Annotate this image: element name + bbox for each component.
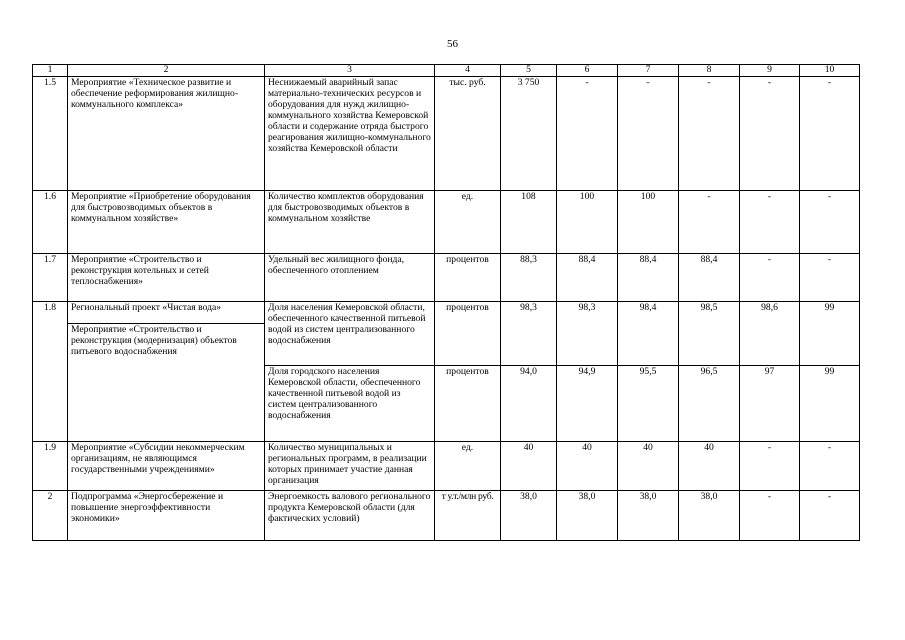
value-cell: 40 bbox=[679, 442, 740, 491]
header-row bbox=[33, 65, 860, 77]
row-number: 1.8 bbox=[33, 302, 68, 442]
header-cell: 9 bbox=[740, 65, 800, 77]
event-cell: Мероприятие «Строительство и реконструкция (модернизация) объектов питьевого водоснабжения bbox=[68, 324, 265, 442]
indicator-cell: Удельный вес жилищного фонда, обеспеченного отоплением bbox=[265, 254, 435, 302]
table-row bbox=[33, 442, 860, 491]
value-cell: - bbox=[800, 491, 860, 541]
row-number: 2 bbox=[33, 491, 68, 541]
value-cell: - bbox=[740, 191, 800, 254]
table-row bbox=[33, 491, 860, 541]
event-cell: Региональный проект «Чистая вода» bbox=[68, 302, 265, 324]
header-cell: 5 bbox=[501, 65, 557, 77]
event-cell: Мероприятие «Субсидии некоммерческим организациям, не являющимся государственными учреждениями» bbox=[68, 442, 265, 491]
value-cell: 40 bbox=[618, 442, 679, 491]
row-number: 1.9 bbox=[33, 442, 68, 491]
value-cell: 100 bbox=[557, 191, 618, 254]
event-cell: Мероприятие «Приобретение оборудования для быстровозводимых объектов в коммунальном хозяйстве» bbox=[68, 191, 265, 254]
page-number: 56 bbox=[447, 38, 458, 50]
value-cell: 40 bbox=[501, 442, 557, 491]
header-cell: 1 bbox=[33, 65, 68, 77]
table-row bbox=[33, 302, 860, 324]
value-cell: - bbox=[679, 191, 740, 254]
unit-cell: процентов bbox=[435, 302, 501, 366]
value-cell: - bbox=[740, 77, 800, 191]
value-cell: - bbox=[800, 442, 860, 491]
value-cell: 94,0 bbox=[501, 366, 557, 442]
unit-cell: ед. bbox=[435, 191, 501, 254]
indicator-cell: Доля населения Кемеровской области, обеспеченного качественной питьевой водой из систем централизованного водоснабжения bbox=[265, 302, 435, 366]
value-cell: 98,4 bbox=[618, 302, 679, 366]
table-row bbox=[33, 254, 860, 302]
value-cell: 95,5 bbox=[618, 366, 679, 442]
value-cell: 98,3 bbox=[501, 302, 557, 366]
value-cell: 40 bbox=[557, 442, 618, 491]
header-cell: 8 bbox=[679, 65, 740, 77]
indicator-cell: Количество комплектов оборудования для быстровозводимых объектов в коммунальном хозяйстве bbox=[265, 191, 435, 254]
event-cell: Подпрограмма «Энергосбережение и повышение энергоэффективности экономики» bbox=[68, 491, 265, 541]
value-cell: - bbox=[740, 442, 800, 491]
value-cell: 98,6 bbox=[740, 302, 800, 366]
value-cell: - bbox=[679, 77, 740, 191]
header-cell: 7 bbox=[618, 65, 679, 77]
value-cell: - bbox=[557, 77, 618, 191]
value-cell: 100 bbox=[618, 191, 679, 254]
unit-cell: процентов bbox=[435, 366, 501, 442]
value-cell: - bbox=[740, 491, 800, 541]
value-cell: - bbox=[740, 254, 800, 302]
header-cell: 3 bbox=[265, 65, 435, 77]
value-cell: 97 bbox=[740, 366, 800, 442]
indicator-cell: Доля городского населения Кемеровской области, обеспеченного качественной питьевой водой из систем централизованного водоснабжения bbox=[265, 366, 435, 442]
unit-cell: т у.т./млн руб. bbox=[435, 491, 501, 541]
indicator-cell: Энергоемкость валового регионального продукта Кемеровской области (для фактических условий) bbox=[265, 491, 435, 541]
row-number: 1.5 bbox=[33, 77, 68, 191]
value-cell: 88,4 bbox=[557, 254, 618, 302]
value-cell: 88,4 bbox=[679, 254, 740, 302]
value-cell: - bbox=[618, 77, 679, 191]
value-cell: 38,0 bbox=[679, 491, 740, 541]
value-cell: 99 bbox=[800, 366, 860, 442]
header-cell: 6 bbox=[557, 65, 618, 77]
value-cell: 3 750 bbox=[501, 77, 557, 191]
value-cell: 88,4 bbox=[618, 254, 679, 302]
value-cell: - bbox=[800, 254, 860, 302]
indicator-cell: Количество муниципальных и региональных программ, в реализации которых принимает участие данная организация bbox=[265, 442, 435, 491]
header-cell: 2 bbox=[68, 65, 265, 77]
indicator-cell: Неснижаемый аварийный запас материально-технических ресурсов и оборудования для нужд жилищно-коммунального хозяйства Кемеровской области и содержание отряда быстрого реагирования жилищно-коммунального хозяйства Кемеровской области bbox=[265, 77, 435, 191]
value-cell: 38,0 bbox=[557, 491, 618, 541]
unit-cell: процентов bbox=[435, 254, 501, 302]
unit-cell: тыс. руб. bbox=[435, 77, 501, 191]
header-cell: 10 bbox=[800, 65, 860, 77]
value-cell: 38,0 bbox=[501, 491, 557, 541]
value-cell: 98,5 bbox=[679, 302, 740, 366]
header-cell: 4 bbox=[435, 65, 501, 77]
value-cell: - bbox=[800, 77, 860, 191]
value-cell: 38,0 bbox=[618, 491, 679, 541]
event-cell: Мероприятие «Техническое развитие и обеспечение реформирования жилищно-коммунального комплекса» bbox=[68, 77, 265, 191]
unit-cell: ед. bbox=[435, 442, 501, 491]
value-cell: 96,5 bbox=[679, 366, 740, 442]
value-cell: - bbox=[800, 191, 860, 254]
value-cell: 108 bbox=[501, 191, 557, 254]
value-cell: 88,3 bbox=[501, 254, 557, 302]
table-row bbox=[33, 77, 860, 191]
value-cell: 99 bbox=[800, 302, 860, 366]
value-cell: 98,3 bbox=[557, 302, 618, 366]
row-number: 1.7 bbox=[33, 254, 68, 302]
value-cell: 94,9 bbox=[557, 366, 618, 442]
row-number: 1.6 bbox=[33, 191, 68, 254]
event-cell: Мероприятие «Строительство и реконструкция котельных и сетей теплоснабжения» bbox=[68, 254, 265, 302]
indicators-table bbox=[32, 64, 860, 541]
table-row bbox=[33, 191, 860, 254]
